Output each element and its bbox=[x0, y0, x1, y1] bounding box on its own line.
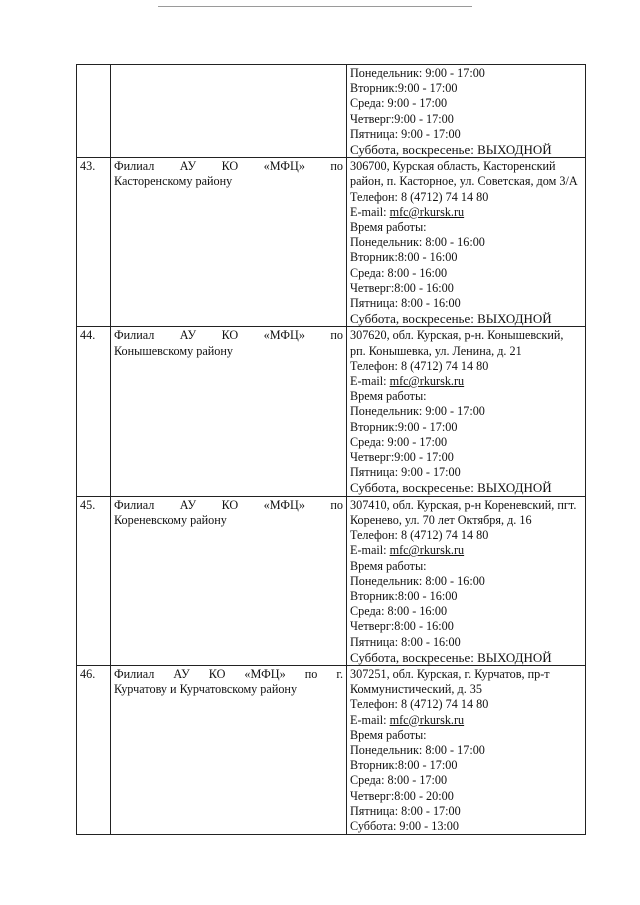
hours-line: Четверг:9:00 - 17:00 bbox=[350, 111, 454, 126]
table-row bbox=[77, 665, 586, 834]
hours-line: Четверг:8:00 - 16:00 bbox=[350, 619, 454, 634]
email-label: E-mail: bbox=[350, 712, 390, 727]
hours-line: Суббота, воскресенье: ВЫХОДНОЙ bbox=[350, 311, 552, 327]
page-top-edge-mark bbox=[158, 6, 472, 7]
branch-details-cell bbox=[347, 158, 586, 327]
branch-email-line bbox=[350, 543, 582, 558]
branches-table bbox=[76, 64, 586, 835]
hours-line: Понедельник: 9:00 - 17:00 bbox=[350, 404, 485, 419]
hours-line: Среда: 9:00 - 17:00 bbox=[350, 96, 448, 111]
branch-name-cell bbox=[111, 327, 347, 496]
branch-phone: Телефон: 8 (4712) 74 14 80 bbox=[350, 528, 489, 543]
email-label: E-mail: bbox=[350, 543, 390, 558]
branch-name-cell bbox=[111, 665, 347, 834]
table-row bbox=[77, 496, 586, 665]
branch-email-line bbox=[350, 374, 582, 389]
row-number: 44. bbox=[77, 327, 111, 496]
hours-line: Суббота: 9:00 - 13:00 bbox=[350, 818, 459, 833]
branch-name-cell bbox=[111, 158, 347, 327]
hours-line: Пятница: 8:00 - 16:00 bbox=[350, 296, 461, 311]
hours-line: Понедельник: 8:00 - 17:00 bbox=[350, 742, 485, 757]
branch-details-cell bbox=[347, 665, 586, 834]
hours-line: Суббота, воскресенье: ВЫХОДНОЙ bbox=[350, 480, 552, 496]
row-number bbox=[77, 65, 111, 158]
hours-line: Вторник:9:00 - 17:00 bbox=[350, 81, 458, 96]
hours-title: Время работы: bbox=[350, 727, 427, 742]
hours-title: Время работы: bbox=[350, 220, 427, 235]
hours-line: Вторник:8:00 - 16:00 bbox=[350, 250, 458, 265]
hours-title: Время работы: bbox=[350, 558, 427, 573]
email-link[interactable]: mfc@rkursk.ru bbox=[389, 374, 465, 389]
hours-line: Среда: 8:00 - 17:00 bbox=[350, 773, 448, 788]
branch-phone: Телефон: 8 (4712) 74 14 80 bbox=[350, 358, 489, 373]
branch-address: 307620, обл. Курская, р-н. Конышевский, рп. Конышевка, ул. Ленина, д. 21 bbox=[350, 328, 564, 358]
hours-line: Вторник:9:00 - 17:00 bbox=[350, 419, 458, 434]
email-link[interactable]: mfc@rkursk.ru bbox=[389, 543, 465, 558]
email-label: E-mail: bbox=[350, 374, 390, 389]
branch-address: 307251, обл. Курская, г. Курчатов, пр-т Коммунистический, д. 35 bbox=[350, 666, 550, 697]
hours-line: Четверг:8:00 - 16:00 bbox=[350, 280, 454, 295]
hours-line: Среда: 9:00 - 17:00 bbox=[350, 434, 448, 449]
row-number: 46. bbox=[77, 665, 111, 834]
hours-line: Четверг:8:00 - 20:00 bbox=[350, 788, 454, 803]
hours-line: Пятница: 8:00 - 16:00 bbox=[350, 634, 461, 649]
branch-address: 307410, обл. Курская, р-н Кореневский, пгт. Коренево, ул. 70 лет Октября, д. 16 bbox=[350, 497, 577, 527]
hours-line: Суббота, воскресенье: ВЫХОДНОЙ bbox=[350, 142, 552, 158]
hours-line: Среда: 8:00 - 16:00 bbox=[350, 265, 448, 280]
branch-name-cell bbox=[111, 65, 347, 158]
branch-phone: Телефон: 8 (4712) 74 14 80 bbox=[350, 189, 489, 204]
branch-phone: Телефон: 8 (4712) 74 14 80 bbox=[350, 697, 489, 712]
branch-name-line: Филиал АУ КО «МФЦ» по bbox=[114, 328, 343, 343]
row-number: 43. bbox=[77, 158, 111, 327]
branch-address: 306700, Курская область, Касторенский район, п. Касторное, ул. Советская, дом 3/А bbox=[350, 159, 578, 189]
table-row bbox=[77, 158, 586, 327]
branch-name-line: Конышевскому району bbox=[114, 343, 233, 358]
branch-name-line: Филиал АУ КО «МФЦ» по bbox=[114, 497, 343, 512]
branch-name-line: Касторенскому району bbox=[114, 174, 233, 189]
hours-line: Понедельник: 8:00 - 16:00 bbox=[350, 573, 485, 588]
hours-line: Пятница: 8:00 - 17:00 bbox=[350, 803, 461, 818]
branch-email-line bbox=[350, 713, 582, 728]
hours-line: Пятница: 9:00 - 17:00 bbox=[350, 465, 461, 480]
branch-email-line bbox=[350, 205, 582, 220]
email-link[interactable]: mfc@rkursk.ru bbox=[389, 712, 465, 727]
row-number: 45. bbox=[77, 496, 111, 665]
hours-line: Вторник:8:00 - 17:00 bbox=[350, 758, 458, 773]
email-label: E-mail: bbox=[350, 204, 390, 219]
hours-line: Вторник:8:00 - 16:00 bbox=[350, 588, 458, 603]
hours-line: Среда: 8:00 - 16:00 bbox=[350, 604, 448, 619]
branch-details-cell bbox=[347, 496, 586, 665]
hours-line: Пятница: 9:00 - 17:00 bbox=[350, 126, 461, 141]
email-link[interactable]: mfc@rkursk.ru bbox=[389, 204, 465, 219]
branch-name-line: Филиал АУ КО «МФЦ» по г. bbox=[114, 666, 343, 681]
hours-line: Понедельник: 8:00 - 16:00 bbox=[350, 235, 485, 250]
branch-name-line: Курчатову и Курчатовскому району bbox=[114, 682, 298, 697]
branch-name-cell bbox=[111, 496, 347, 665]
branch-details-cell bbox=[347, 327, 586, 496]
hours-line: Понедельник: 9:00 - 17:00 bbox=[350, 66, 485, 80]
table-row bbox=[77, 65, 586, 158]
branch-details-cell bbox=[347, 65, 586, 158]
table-row bbox=[77, 327, 586, 496]
hours-line: Суббота, воскресенье: ВЫХОДНОЙ bbox=[350, 649, 552, 665]
branch-name-line: Кореневскому району bbox=[114, 512, 227, 527]
branch-name-line: Филиал АУ КО «МФЦ» по bbox=[114, 159, 343, 174]
hours-line: Четверг:9:00 - 17:00 bbox=[350, 450, 454, 465]
hours-title: Время работы: bbox=[350, 389, 427, 404]
